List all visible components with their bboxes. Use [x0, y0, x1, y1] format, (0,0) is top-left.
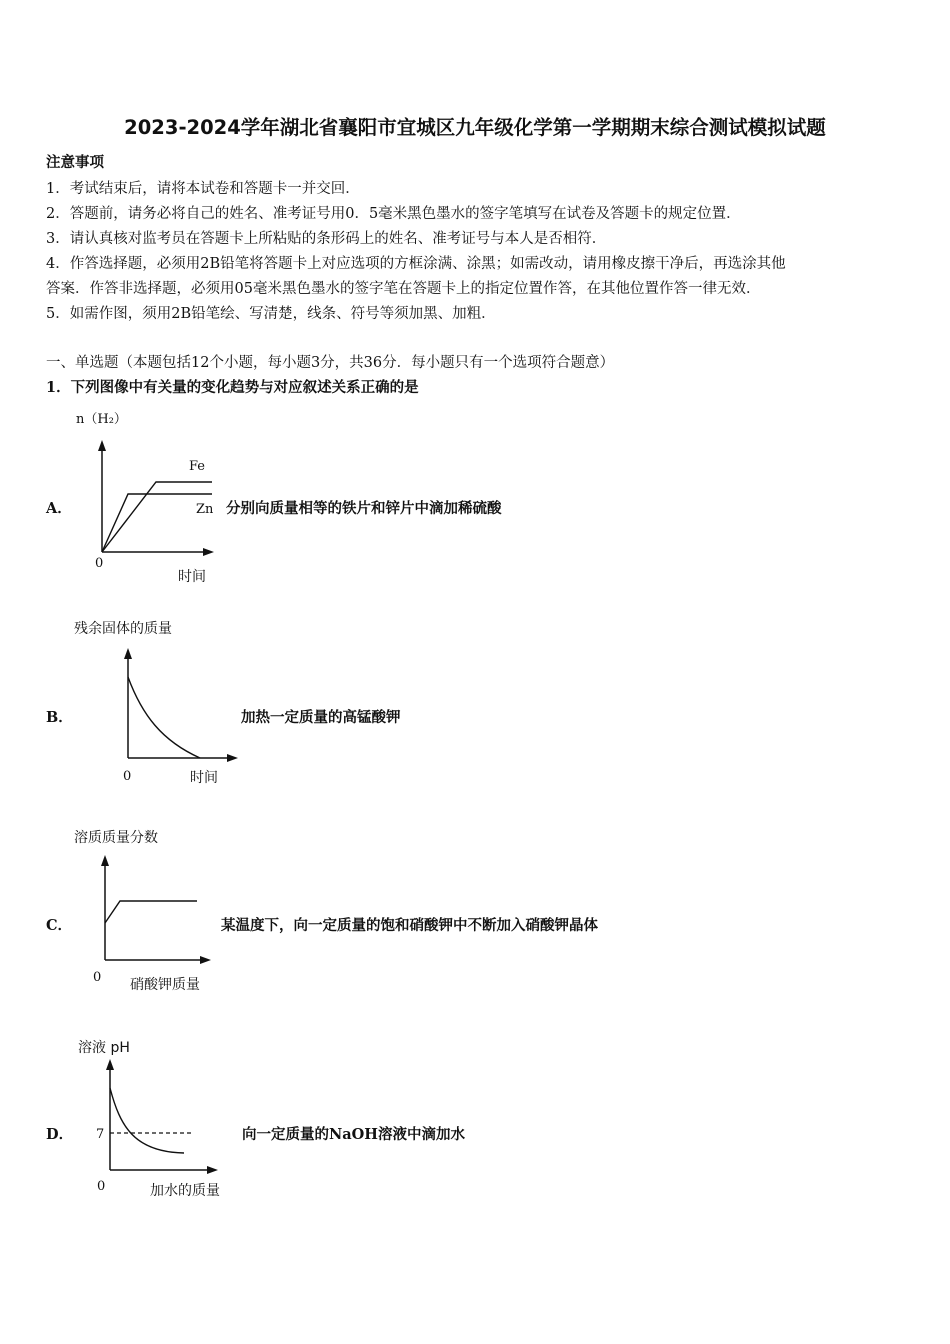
option-d-curve — [110, 1088, 184, 1153]
option-c-letter: C． — [46, 917, 73, 934]
question-stem: 1．下列图像中有关量的变化趋势与对应叙述关系正确的是 — [46, 379, 419, 396]
option-c-x-label: 硝酸钾质量 — [130, 977, 200, 993]
option-c-y-arrow — [101, 855, 109, 866]
option-a-description: 分别向质量相等的铁片和锌片中滴加稀硫酸 — [226, 500, 502, 517]
option-d-x-arrow — [207, 1166, 218, 1174]
option-c-curve — [105, 901, 197, 923]
option-d-description: 向一定质量的NaOH溶液中滴加水 — [242, 1126, 465, 1143]
option-d-letter: D． — [46, 1126, 74, 1143]
notice-item-4: 4．作答选择题，必须用2B铅笔将答题卡上对应选项的方框涂满、涂黑；如需改动，请用橡皮擦干净后，再选涂其他 — [46, 256, 786, 272]
option-c-y-label: 溶质质量分数 — [74, 830, 158, 846]
notice-heading: 注意事项 — [46, 154, 104, 171]
option-b-letter: B． — [46, 709, 73, 726]
option-a-y-arrow — [98, 440, 106, 451]
option-d-origin: 0 — [97, 1179, 106, 1194]
option-a-x-arrow — [203, 548, 214, 556]
notice-item-4-cont: 答案．作答非选择题，必须用05毫米黑色墨水的签字笔在答题卡上的指定位置作答，在其他位置作答一律无效． — [46, 281, 761, 297]
option-a-origin: 0 — [95, 556, 104, 571]
option-b-x-arrow — [227, 754, 238, 762]
exam-title: 2023-2024学年湖北省襄阳市宜城区九年级化学第一学期期末综合测试模拟试题 — [124, 116, 826, 139]
option-b-description: 加热一定质量的高锰酸钾 — [241, 709, 401, 726]
notice-item-2: 2．答题前，请务必将自己的姓名、准考证号用0．5毫米黑色墨水的签字笔填写在试卷及答题卡的规定位置． — [46, 206, 741, 222]
option-a-x-label: 时间 — [178, 569, 206, 585]
section-heading: 一、单选题（本题包括12个小题，每小题3分，共36分．每小题只有一个选项符合题意） — [46, 355, 615, 371]
option-a-fe-label: Fe — [189, 459, 206, 474]
option-a-graph — [60, 405, 240, 590]
notice-item-3: 3．请认真核对监考员在答题卡上所粘贴的条形码上的姓名、准考证号与本人是否相符． — [46, 231, 607, 247]
option-b-curve — [128, 677, 200, 758]
option-c-graph — [70, 823, 250, 1003]
option-a-fe-curve — [102, 482, 212, 552]
option-b-graph — [70, 615, 250, 795]
option-b-x-label: 时间 — [190, 770, 218, 786]
option-d-y-arrow — [106, 1059, 114, 1070]
notice-item-1: 1．考试结束后，请将本试卷和答题卡一并交回． — [46, 181, 360, 197]
option-b-y-label: 残余固体的质量 — [74, 621, 172, 637]
option-c-origin: 0 — [93, 970, 102, 985]
option-a-zn-label: Zn — [196, 502, 214, 517]
option-c-description: 某温度下，向一定质量的饱和硝酸钾中不断加入硝酸钾晶体 — [221, 917, 598, 934]
option-d-y-label: 溶液 pH — [78, 1040, 130, 1056]
option-d-x-label: 加水的质量 — [150, 1183, 220, 1199]
option-d-ref-value: 7 — [96, 1127, 105, 1142]
option-a-letter: A． — [46, 500, 72, 517]
notice-item-5: 5．如需作图，须用2B铅笔绘、写清楚，线条、符号等须加黑、加粗． — [46, 306, 496, 322]
option-d-graph — [70, 1030, 250, 1210]
option-a-y-label: n（H₂） — [76, 412, 127, 427]
option-c-x-arrow — [200, 956, 211, 964]
option-b-origin: 0 — [123, 769, 132, 784]
option-b-y-arrow — [124, 648, 132, 659]
